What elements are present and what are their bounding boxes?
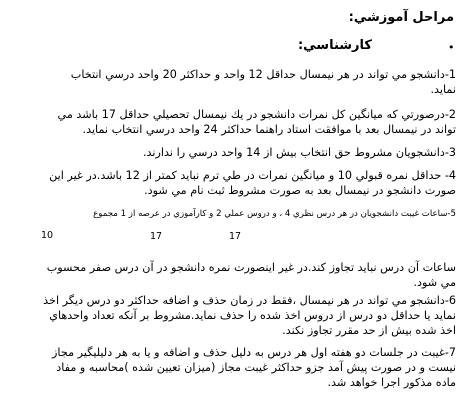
paragraph-7 (16, 345, 456, 390)
paragraph-line: ماده مذكور اجرا خواهد شد. (327, 376, 456, 389)
page-title: مراحل آموزشي: (348, 10, 454, 25)
paragraph-4 (16, 168, 456, 198)
paragraph-line: نيست و در صورت پيش آمد جزو حداكثر غيبت مجاز (ميزان تعيين شده )محاسبه و مفاد (56, 361, 456, 374)
paragraph-line: ساعات آن درس نبايد تجاوز كند.در غير اينصورت نمره دانشجو در آن درس صفر محسوب (46, 261, 456, 274)
paragraph-line: مي شود. (413, 276, 456, 289)
paragraph-3 (16, 145, 456, 160)
paragraph-line: اخذ شده بيش از حد مقرر تجاوز نكند. (282, 324, 456, 337)
paragraph-2 (16, 107, 456, 137)
paragraph-line: تواند در نيمسال بعد با موافقت استاد راهنما حداكثر 24 واحد درسي انتخاب نمايد. (82, 123, 456, 136)
section-heading: كارشناسي: (297, 38, 372, 53)
hours-value: 10 (41, 230, 54, 241)
paragraph-5-continued (16, 260, 456, 290)
paragraph-line: 1-دانشجو مي تواند در هر نيمسال حداقل 12 واحد و حداكثر 20 واحد درسي انتخاب (70, 68, 456, 81)
paragraph-line: صورت دانشجو در نيمسال بعد به صورت مشروط ثبت نام مي شود. (144, 184, 456, 197)
paragraph-line: 5-ساعات غيبت دانشجويان در هر درس نظري 4 ، و دروس عملي 2 و كارآموزي در عرصه از 1 مجموع (93, 209, 456, 219)
hours-value: 17 (150, 231, 163, 242)
paragraph-line: نمايد يا حداقل دو درس از دروس اخذ شده را حذف نمايد.مشروط بر آنكه تعداد واحدهاي (49, 309, 456, 322)
bullet-icon: • (448, 41, 455, 54)
hours-value: 17 (229, 231, 242, 242)
paragraph-line: نمايد. (430, 83, 456, 96)
paragraph-6 (16, 293, 456, 338)
paragraph-line: 6-دانشجو مي تواند در هر نيمسال ،فقط در زمان حذف و اضافه حداكثر دو درس ديگر اخذ (43, 294, 456, 307)
paragraph-1 (16, 67, 456, 97)
paragraph-5 (16, 207, 456, 222)
paragraph-line: 2-درصورتي كه ميانگين كل نمرات دانشجو در يك نيمسال تحصيلي حداقل 17 باشد مي (57, 108, 456, 121)
paragraph-line: 7-غيبت در جلسات دو هفته اول هر درس به دليل حذف و اضافه و يا به هر دليليگير مجاز (52, 346, 456, 359)
paragraph-line: 4- حداقل نمره قبولي 10 و ميانگين نمرات در طي ترم نبايد كمتر از 12 باشد.در غير اين (49, 169, 456, 182)
paragraph-line: 3-دانشجويان مشروط حق انتخاب بيش از 14 واحد درسي را ندارند. (142, 146, 456, 159)
